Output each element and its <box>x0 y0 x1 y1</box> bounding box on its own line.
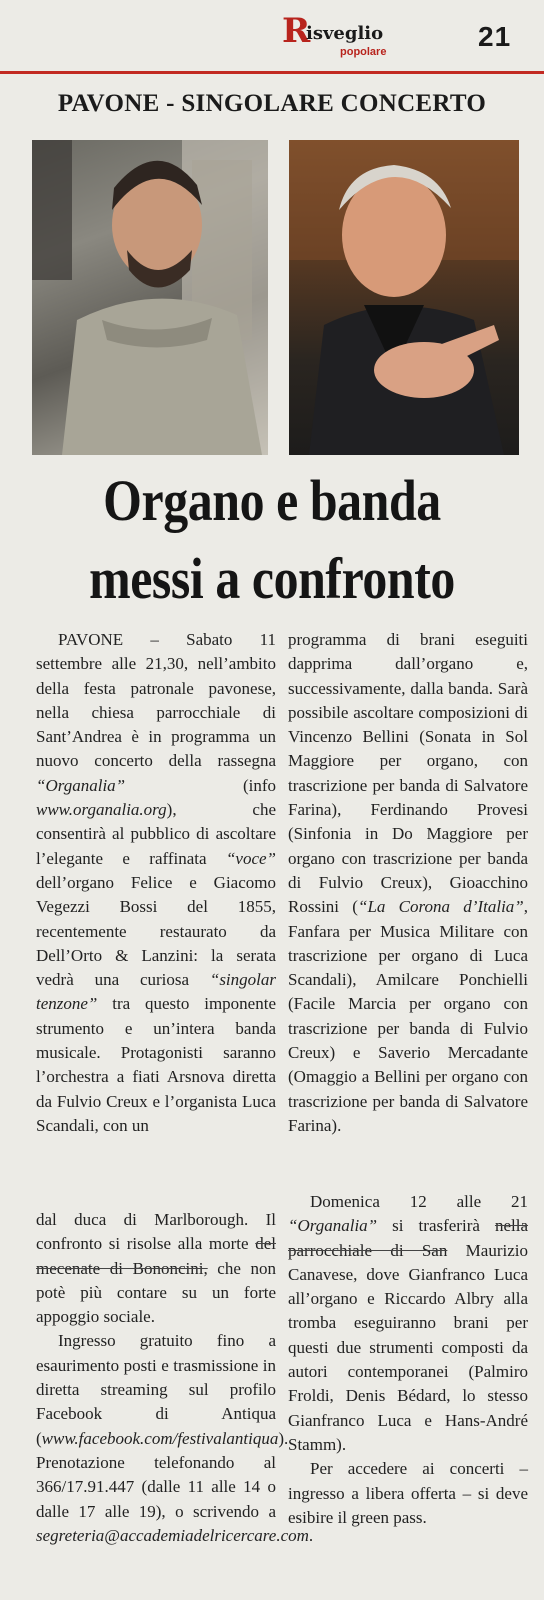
article-column-4 <box>288 1190 528 1530</box>
article-paragraph <box>36 1208 276 1329</box>
masthead <box>0 0 544 72</box>
logo-wordmark: isveglio <box>306 23 384 44</box>
text-run: programma di brani eseguiti dapprima dall’organo e, successivamente, dalla banda. Sarà possibile ascoltare composizioni di Vincenzo Bellini (Sonata in Sol Maggiore per organo, con trascrizione per banda di Salvatore Farina), Ferdinando Provesi (Sinfonia in Do Maggiore per organo con trascrizione per banda di Fulvio Creux), Gioacchino Rossini ( <box>288 630 528 917</box>
text-run-struck: del mecenate di Bononcini, <box>36 1234 276 1278</box>
text-run: . <box>308 1525 314 1545</box>
page-number: 21 <box>478 21 512 52</box>
article-paragraph <box>36 1329 314 1548</box>
text-run: , Fanfara per Musica Militare con trascrizione per organo di Luca Scandali), Amilcare Ponchielli (Facile Marcia per organo con trascrizione per banda di Fulvio Creux) e Saverio Mercadante (Omaggio a Bellini per organo con trascrizione per banda di Salvatore Farina). <box>288 897 528 1135</box>
organist-photo <box>32 140 268 455</box>
conductor-photo <box>289 140 519 455</box>
text-run: ), che consentirà al pubblico di ascoltare l’elegante e raffinata <box>36 800 276 868</box>
masthead-rule <box>0 71 544 74</box>
text-run: ). Prenotazione telefonando al 366/17.91.447 (dalle 11 alle 14 o dalle 17 alle 19), o scrivendo a <box>36 1428 289 1521</box>
text-run-italic: “Organalia” <box>288 1216 378 1236</box>
text-run: Ingresso gratuito fino a esaurimento posti e trasmissione in diretta streaming sul profilo Facebook di Antiqua ( <box>36 1331 276 1448</box>
article-paragraph <box>288 1190 528 1457</box>
article-paragraph <box>288 628 528 1138</box>
article-kicker: PAVONE - SINGOLARE CONCERTO <box>57 90 487 117</box>
text-run-struck: nella parrocchiale di San <box>288 1216 528 1260</box>
article-column-1 <box>36 628 276 1138</box>
text-run: dal duca di Marlborough. Il confronto si risolse alla morte <box>36 1210 276 1254</box>
conductor-photo-illustration <box>289 140 519 455</box>
organist-photo-illustration <box>32 140 268 455</box>
logo-subtitle: popolare <box>340 46 387 58</box>
headline-line-2: messi a confronto <box>89 546 455 611</box>
headline-line-1: Organo e banda <box>103 468 441 533</box>
email-link: segreteria@accademiadelricercare.com <box>36 1525 309 1545</box>
article-paragraph: Per accedere ai concerti – ingresso a libera offerta – si deve esibire il green pass. <box>288 1459 528 1527</box>
article-column-3 <box>36 1208 314 1548</box>
logo-initial: R <box>282 11 311 51</box>
text-run: Domenica 12 alle 21 <box>310 1192 528 1211</box>
text-run: che non potè più contare su un forte appoggio sociale. <box>36 1258 277 1327</box>
text-run: Maurizio Canavese, dove Gianfranco Luca all’organo e Riccardo Albry alla tromba eseguiranno brani per questi due strumenti composti da autori contemporanei (Palmiro Froldi, Denis Bédard, lo stesso Gianfranco Luca e Hans-André Stamm). <box>288 1240 528 1454</box>
facebook-link: www.facebook.com/festivalantiqua <box>41 1428 279 1448</box>
text-run-italic: “voce” <box>225 848 276 868</box>
text-run: tra questo imponente strumento e un’intera banda musicale. Protagonisti saranno l’orchestra a fiati Arsnova diretta da Fulvio Creux e l’organista Luca Scandali, con un <box>36 994 276 1135</box>
article-column-2 <box>288 628 528 1138</box>
text-run: si trasferirà <box>377 1216 495 1236</box>
text-run: PAVONE – Sabato 11 settembre alle 21,30, nell’ambito della festa patronale pavonese, nella chiesa parrocchiale di Sant’Andrea è in programma un nuovo concerto della rassegna <box>36 630 276 771</box>
text-run: dell’organo Felice e Giacomo Vegezzi Bossi del 1855, recentemente restaurato da Dell’Orto & Lanzini: la serata vedrà una curiosa <box>36 872 276 990</box>
text-run-italic: “La Corona d’Italia” <box>357 897 524 917</box>
article-paragraph <box>36 628 276 1138</box>
website-link: www.organalia.org <box>36 800 167 820</box>
text-run: (info <box>125 775 276 795</box>
text-run-italic: “Organalia” <box>36 775 126 795</box>
text-run-italic: “singolar tenzone” <box>36 970 276 1014</box>
